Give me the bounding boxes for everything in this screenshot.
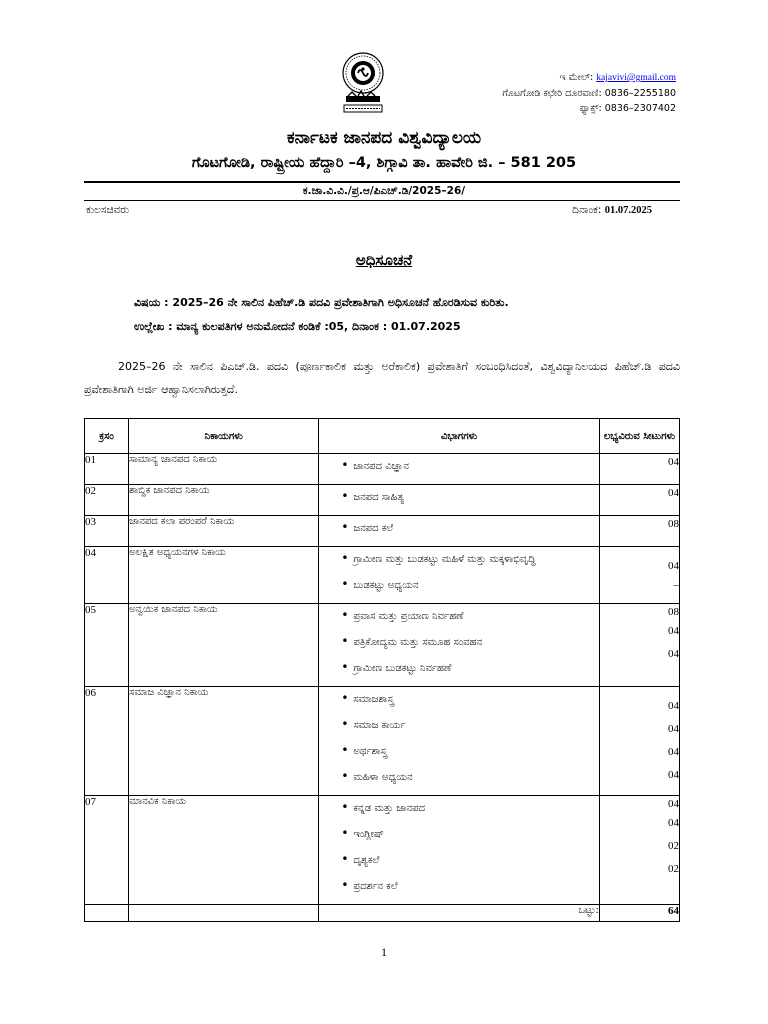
department-cell	[319, 516, 599, 547]
department-item: • ಜನಪದ ಕಲೆ	[341, 518, 598, 544]
total-row	[85, 905, 680, 922]
department-item: • ಮಹಿಳಾ ಅಧ್ಯಯನ	[341, 767, 598, 793]
department-cell	[319, 485, 599, 516]
seat-cell	[599, 796, 679, 905]
department-item: • ಕನ್ನಡ ಮತ್ತು ಜಾನಪದ	[341, 798, 598, 824]
total-empty-cell	[129, 905, 319, 922]
seat-count: 04	[668, 700, 679, 712]
page-number: 1	[381, 945, 387, 959]
seat-cell	[599, 604, 679, 687]
seat-count: 04	[668, 456, 679, 468]
reference-line: ಉಲ್ಲೇಖ : ಮಾನ್ಯ ಕುಲಪತಿಗಳ ಅನುಮೋದನೆ ಕಂಡಿಕೆ :05, ದಿನಾಂಕ : 01.07.2025	[134, 320, 461, 333]
department-cell	[319, 687, 599, 796]
header-available-seats: ಲಭ್ಯವಿರುವ ಸೀಟುಗಳು	[599, 419, 679, 454]
row-number: 04	[85, 547, 129, 604]
seat-count: 04	[668, 769, 679, 781]
row-number: 01	[85, 454, 129, 485]
faculty-name: ಅಲಕ್ಷಿತ ಅಧ್ಯಯನಗಳ ನಿಕಾಯ	[129, 547, 319, 604]
department-cell	[319, 604, 599, 687]
registrar-label: ಕುಲಸಚಿವರು	[86, 204, 130, 216]
table-row	[85, 687, 680, 796]
seat-count: 08	[668, 606, 679, 618]
department-cell	[319, 547, 599, 604]
email-label: ಇ ಮೇಲ್:	[559, 72, 594, 83]
faculty-name: ಸಾಮಾನ್ಯ ಜಾನಪದ ನಿಕಾಯ	[129, 454, 319, 485]
table-row	[85, 454, 680, 485]
header-departments: ವಿಭಾಗಗಳು	[319, 419, 599, 454]
row-number: 05	[85, 604, 129, 687]
seat-count: 04	[668, 648, 679, 660]
table-row	[85, 796, 680, 905]
department-cell	[319, 796, 599, 905]
department-item: • ಜನಪದ ಸಾಹಿತ್ಯ	[341, 487, 598, 513]
subject-line: ವಿಷಯ : 2025–26 ನೇ ಸಾಲಿನ ಪಿಹೆಚ್.ಡಿ ಪದವಿ ಪ್ರವೇಶಾತಿಗಾಗಿ ಅಧಿಸೂಚನೆ ಹೊರಡಿಸುವ ಕುರಿತು.	[134, 296, 509, 309]
faculty-name: ಜಾನಪದ ಕಲಾ ಪರಂಪರೆ ನಿಕಾಯ	[129, 516, 319, 547]
department-item: • ಇಂಗ್ಲೀಷ್	[341, 824, 598, 850]
table-row	[85, 604, 680, 687]
date-line	[572, 204, 652, 217]
department-item: • ಜಾನಪದ ವಿಜ್ಞಾನ	[341, 456, 598, 482]
date-value: 01.07.2025	[604, 205, 652, 216]
reference-divider	[84, 200, 680, 201]
department-cell	[319, 454, 599, 485]
seat-count: 04	[668, 746, 679, 758]
total-empty-cell	[85, 905, 129, 922]
row-number: 06	[85, 687, 129, 796]
date-label: ದಿನಾಂಕ:	[572, 204, 602, 216]
seat-cell	[599, 687, 679, 796]
faculty-name: ಸಮಾಜ ವಿಜ್ಞಾನ ನಿಕಾಯ	[129, 687, 319, 796]
seat-spacer	[600, 687, 679, 695]
seat-count: 04	[668, 625, 679, 637]
university-logo	[340, 52, 386, 116]
seat-count: 04	[668, 817, 679, 829]
faculty-name: ಶಾಬ್ದಿಕ ಜಾನಪದ ನಿಕಾಯ	[129, 485, 319, 516]
table-row	[85, 516, 680, 547]
department-item: • ಸಮಾಜಶಾಸ್ತ್ರ	[341, 689, 598, 715]
table-row	[85, 547, 680, 604]
row-number: 03	[85, 516, 129, 547]
department-item: • ಗ್ರಾಮೀಣ ಮತ್ತು ಬುಡಕಟ್ಟು ಮಹಿಳೆ ಮತ್ತು ಮಕ್ಕಳಾಭಿವೃದ್ಧಿ	[341, 549, 598, 575]
header-faculties: ನಿಕಾಯಗಳು	[129, 419, 319, 454]
department-item: • ಗ್ರಾಮೀಣ ಬುಡಕಟ್ಟು ನಿರ್ವಹಣೆ	[341, 658, 598, 684]
department-item: • ಪತ್ರಿಕೋದ್ಯಮ ಮತ್ತು ಸಮೂಹ ಸಂವಹನ	[341, 632, 598, 658]
notification-title: ಅಧಿಸೂಚನೆ	[355, 251, 413, 269]
email-link[interactable]: kajavivi@gmail.com	[596, 73, 676, 83]
seat-cell	[599, 454, 679, 485]
total-label: ಒಟ್ಟು:	[319, 905, 599, 922]
seat-cell	[599, 485, 679, 516]
header-divider	[84, 181, 680, 183]
seat-spacer	[600, 547, 679, 555]
seat-count: –	[673, 579, 679, 591]
department-item: • ಬುಡಕಟ್ಟು ಅಧ್ಯಯನ	[341, 575, 598, 601]
department-item: • ಪ್ರದರ್ಶನ ಕಲೆ	[341, 876, 598, 902]
body-paragraph: 2025–26 ನೇ ಸಾಲಿನ ಪಿಎಚ್.ಡಿ. ಪದವಿ (ಪೂರ್ಣಕಾಲಿಕ ಮತ್ತು ಅರೆಕಾಲಿಕ) ಪ್ರವೇಶಾತಿಗೆ ಸಂಬಂಧಿಸಿದಂತೆ, ವಿಶ್ವವಿದ್ಯಾನಿಲಯದ ಪಿಹೆಚ್.ಡಿ ಪದವಿ ಪ್ರವೇಶಾತಿಗಾಗಿ ಅರ್ಜಿ ಆಹ್ವಾನಿಸಲಾಗಿರುತ್ತದೆ.	[84, 360, 680, 396]
table-header-row	[85, 419, 680, 454]
seat-count: 04	[668, 487, 679, 499]
university-name: ಕರ್ನಾಟಕ ಜಾನಪದ ವಿಶ್ವವಿದ್ಯಾಲಯ	[286, 128, 482, 148]
fax-number: ಫ್ಯಾಕ್ಸ್: 0836–2307402	[579, 103, 676, 115]
university-address: ಗೊಟಗೋಡಿ, ರಾಷ್ಟ್ರೀಯ ಹೆದ್ದಾರಿ –4, ಶಿಗ್ಗಾವಿ ತಾ. ಹಾವೇರಿ ಜಿ. – 581 205	[191, 155, 577, 171]
department-item: • ಅರ್ಥಶಾಸ್ತ್ರ	[341, 741, 598, 767]
seat-count: 04	[668, 798, 679, 810]
department-item: • ಪ್ರವಾಸ ಮತ್ತು ಪ್ರಯಾಣ ನಿರ್ವಹಣೆ	[341, 606, 598, 632]
header-serial-no: ಕ್ರಸಂ	[85, 419, 129, 454]
seat-count: 04	[668, 560, 679, 572]
faculty-name: ಮಾನವಿಕ ನಿಕಾಯ	[129, 796, 319, 905]
faculty-name: ಅನ್ವಯಿಕ ಜಾನಪದ ನಿಕಾಯ	[129, 604, 319, 687]
seats-table	[84, 418, 680, 922]
seat-cell	[599, 547, 679, 604]
row-number: 02	[85, 485, 129, 516]
department-item: • ಸಮಾಜ ಕಾರ್ಯ	[341, 715, 598, 741]
contact-block	[502, 70, 676, 117]
table-row	[85, 485, 680, 516]
total-seats: 64	[599, 905, 679, 922]
seat-count: 02	[668, 863, 679, 875]
email-line	[502, 70, 676, 86]
seat-cell	[599, 516, 679, 547]
reference-number: ಕ.ಜಾ.ವಿ.ವಿ./ಪ್ರ.ಆ/ಪಿಎಚ್.ಡಿ/2025–26/	[302, 185, 466, 197]
department-item: • ದೃಶ್ಯಕಲೆ	[341, 850, 598, 876]
seat-count: 02	[668, 840, 679, 852]
row-number: 07	[85, 796, 129, 905]
seat-count: 04	[668, 723, 679, 735]
seat-count: 08	[668, 518, 679, 530]
office-phone: ಗೊಟಗೋಡಿ ಕಛೇರಿ ದೂರವಾಣಿ: 0836–2255180	[502, 88, 676, 100]
